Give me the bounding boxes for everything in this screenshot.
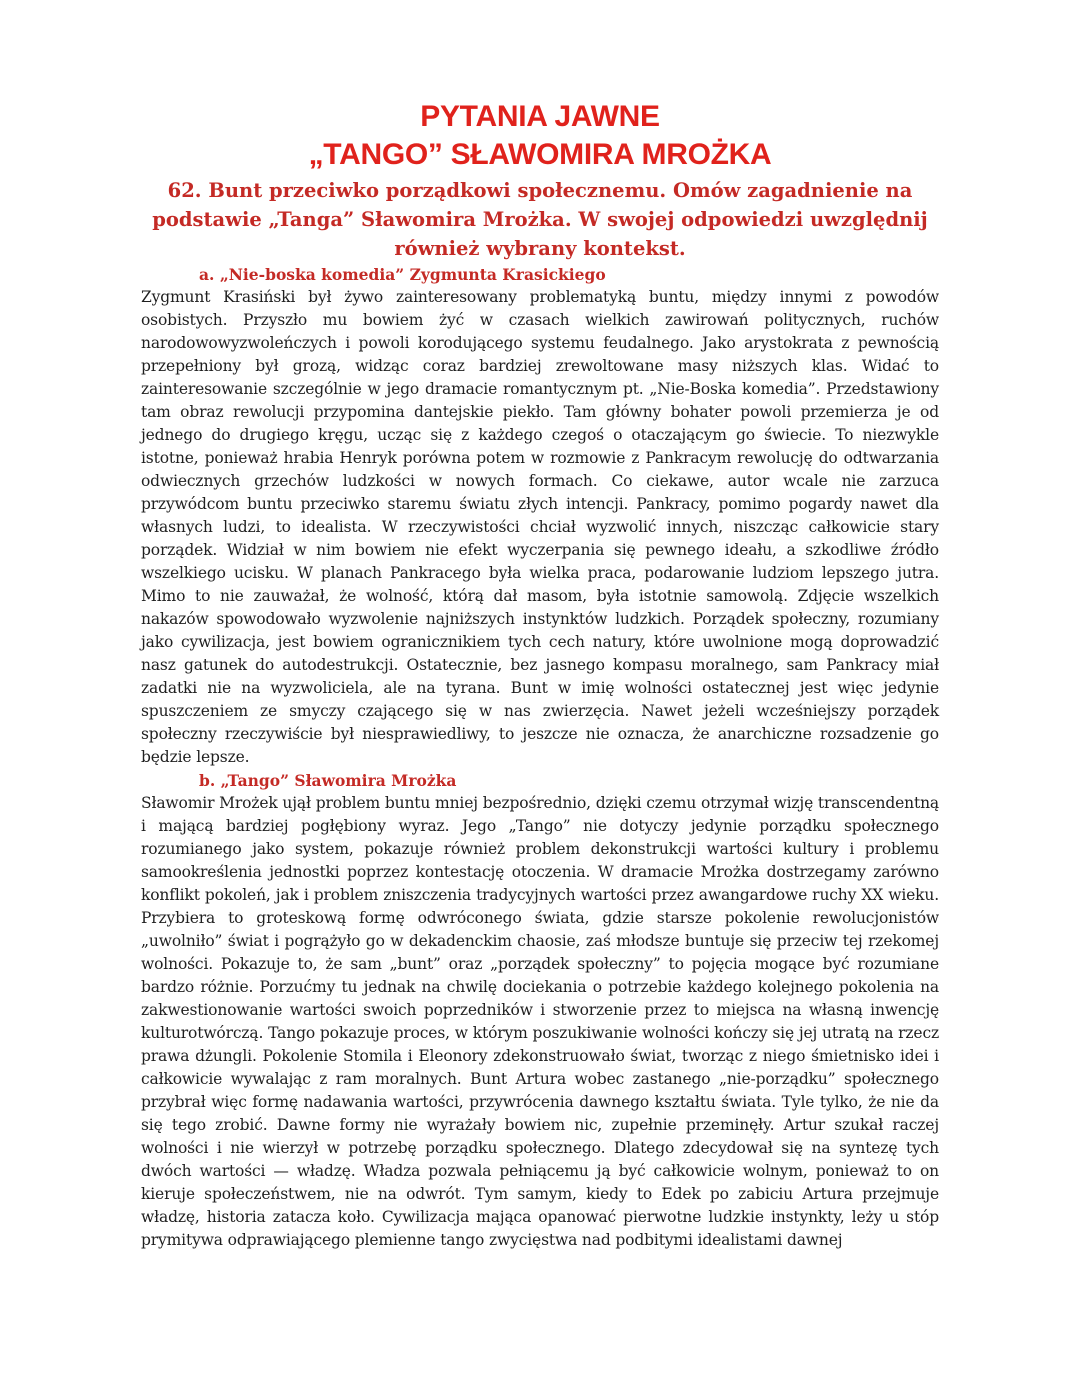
section-a-heading: a. „Nie-boska komedia” Zygmunta Krasickiego — [199, 265, 606, 284]
page-subtitle: „TANGO” SŁAWOMIRA MROŻKA — [308, 138, 772, 171]
section-b-heading: b. „Tango” Sławomira Mrożka — [199, 771, 457, 790]
section-b-paragraph: Sławomir Mrożek ujął problem buntu mniej bezpośrednio, dzięki czemu otrzymał wizję transcendentną i mającą bardziej pogłębiony wyraz. Jego „Tango” nie dotyczy jedynie porządku społecznego rozumianego jako system, pokazuje również problem dekonstrukcji wartości kultury i problemu samookreślenia jednostki poprzez kontestację otoczenia. W dramacie Mrożka dostrzegamy zarówno konflikt pokoleń, jak i problem zniszczenia tradycyjnych wartości przez awangardowe ruchy XX wieku. Przybiera to groteskową formę odwróconego świata, gdzie starsze pokolenie rewolucjonistów „uwolniło” świat i pogrążyło go w dekadenckim chaosie, zaś młodsze buntuje się przeciw tej rzekomej wolności. Pokazuje to, że sam „bunt” oraz „porządek społeczny” to pojęcia mogące być rozumiane bardzo różnie. Porzućmy tu jednak na chwilę dociekania o potrzebie każdego kolejnego pokolenia na zakwestionowanie wartości swoich poprzedników i stworzenie przez to miejsca na własną inwencję kulturotwórczą. Tango pokazuje proces, w którym poszukiwanie wolności kończy się jej utratą na rzecz prawa dżungli. Pokolenie Stomila i Eleonory zdekonstruowało świat, tworząc z niego śmietnisko idei i całkowicie wywalając z ram moralnych. Bunt Artura wobec zastanego „nie-porządku” społecznego przybrał więc formę nadawania wartości, przywrócenia dawnego kształtu świata. Tyle tylko, że nie da się tego zrobić. Dawne formy nie wyrażały bowiem nic, zupełnie przeminęły. Artur szukał raczej wolności i nie wierzył w potrzebę porządku społecznego. Dlatego zdecydował się na syntezę tych dwóch wartości — władzę. Władza pozwala pełniącemu ją być całkowicie wolnym, ponieważ to on kieruje społeczeństwem, nie na odwrót. Tym samym, kiedy to Edek po zabiciu Artura przejmuje władzę, historia zatacza koło. Cywilizacja mająca opanować pierwotne ludzkie instynkty, leży u stóp prymitywa odprawiającego plemienne tango zwycięstwa nad podbitymi idealistami dawnej — [141, 794, 939, 1249]
section-a-paragraph: Zygmunt Krasiński był żywo zainteresowany problematyką buntu, między innymi z powodów osobistych. Przyszło mu bowiem żyć w czasach wielkich zawirowań politycznych, ruchów narodowowyzwoleńczych i powoli korodującego systemu feudalnego. Jako arystokrata z pewnością przepełniony był grozą, widząc coraz bardziej zrewoltowane masy niższych klas. Widać to zainteresowanie szczególnie w jego dramacie romantycznym pt. „Nie-Boska komedia”. Przedstawiony tam obraz rewolucji przypomina dantejskie piekło. Tam główny bohater powoli przemierza je od jednego do drugiego kręgu, ucząc się z każdego czegoś o otaczającym go świecie. To niezwykle istotne, ponieważ hrabia Henryk porówna potem w rozmowie z Pankracym rewolucję do odtwarzania odwiecznych grzechów ludzkości w nowych formach. Co ciekawe, autor wcale nie zarzuca przywódcom buntu przeciwko staremu światu złych intencji. Pankracy, pomimo pogardy nawet dla własnych ludzi, to idealista. W rzeczywistości chciał wyzwolić innych, niszcząc całkowicie stary porządek. Widział w nim bowiem nie efekt wyczerpania się pewnego ideału, a szkodliwe źródło wszelkiego ucisku. W planach Pankracego była wielka praca, podarowanie ludziom lepszego jutra. Mimo to nie zauważał, że wolność, którą dał masom, była istotnie samowolą. Zdjęcie wszelkich nakazów spowodowało wyzwolenie najniższych instynktów ludzkich. Porządek społeczny, rozumiany jako cywilizacja, jest bowiem ogranicznikiem tych cech natury, które uwolnione mogą doprowadzić nasz gatunek do autodestrukcji. Ostatecznie, bez jasnego kompasu moralnego, sam Pankracy miał zadatki nie na wyzwoliciela, ale na tyrana. Bunt w imię wolności ostatecznej jest więc jedynie spuszczeniem ze smyczy czającego się w nas zwierzęcia. Nawet jeżeli wcześniejszy porządek społeczny rzeczywiście był niesprawiedliwy, to jeszcze nie oznacza, że anarchiczne rozsadzenie go będzie lepsze. — [141, 288, 939, 766]
question-heading: 62. Bunt przeciwko porządkowi społecznemu. Omów zagadnienie na podstawie „Tanga” Sławomira Mrożka. W swojej odpowiedzi uwzględnij również wybrany kontekst. — [152, 179, 928, 260]
document-content — [141, 98, 939, 1252]
page-title: PYTANIA JAWNE — [420, 100, 660, 133]
